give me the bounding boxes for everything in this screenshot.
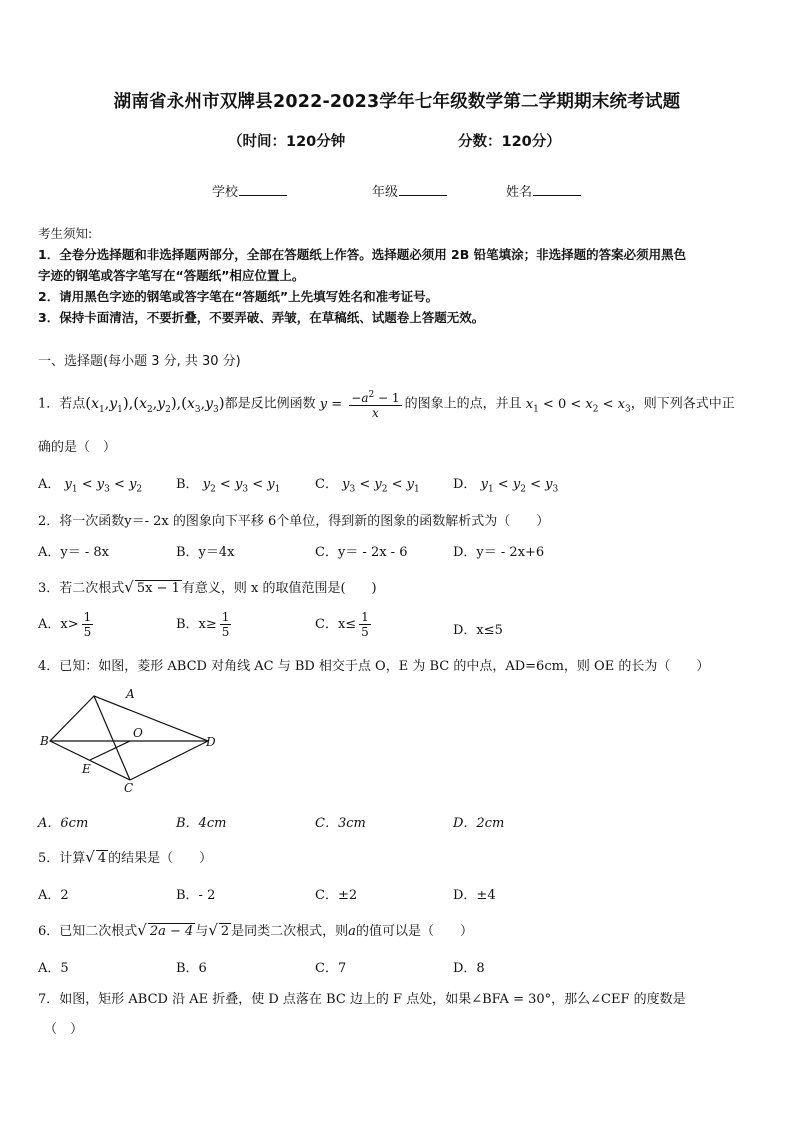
rhombus-figure <box>36 684 236 798</box>
notice-item-2: 2．请用黑色字迹的钢笔或答字笔在“答题纸”上先填写姓名和准考证号。 <box>38 289 439 304</box>
q3-option-a[interactable]: A．x> $\frac{1}{5}$ <box>38 610 92 639</box>
q1-prefix: 1．若点 <box>38 396 86 412</box>
name-field[interactable] <box>506 181 581 200</box>
q4-option-d[interactable]: D．2cm <box>453 816 505 831</box>
q1-option-d[interactable]: D． $y_1 < y_2 < y_3$ <box>453 477 559 495</box>
q7-line2: （ ） <box>44 1022 84 1037</box>
q1-points: $(x_1,y_1),(x_2,y_2),(x_3,y_3)$ <box>85 393 225 415</box>
q3-option-c[interactable]: C．x≤ $\frac{1}{5}$ <box>315 610 369 639</box>
q1-option-c[interactable]: C． $y_3 < y_2 < y_1$ <box>315 477 420 495</box>
q6-option-b[interactable]: B．6 <box>176 961 207 976</box>
section-heading: 一、选择题(每小题 3 分, 共 30 分) <box>38 354 241 369</box>
q1-mid: 都是反比例函数 <box>224 396 316 412</box>
label-e: E <box>82 762 91 776</box>
q6-radicand-1: 2a − 4 <box>149 924 194 939</box>
q5-option-c[interactable]: C．±2 <box>315 888 358 903</box>
q4-option-b[interactable]: B．4cm <box>176 816 227 831</box>
label-c: C <box>124 781 134 795</box>
rhombus-outline <box>50 696 208 780</box>
q5-radicand: 4 <box>97 851 107 866</box>
q6-suffix: 是同类二次根式，则 <box>231 924 349 939</box>
q6-option-c[interactable]: C．7 <box>315 961 347 976</box>
grade-label: 年级 <box>372 185 399 200</box>
question-6: 6．已知二次根式√ 2a − 4 与√ 2 是同类二次根式，则a的值可以是（ ） <box>38 921 473 939</box>
notice-heading: 考生须知: <box>38 226 93 241</box>
school-label: 学校 <box>212 185 239 200</box>
label-d: D <box>206 735 216 749</box>
exam-time: （时间：120分钟 <box>228 134 346 150</box>
q2-option-d[interactable]: D．y＝ - 2x+6 <box>453 545 545 560</box>
q1-line2: 确的是（ ） <box>38 440 117 455</box>
q1-condition: $x_1 < 0 < x_2 < x_3$ <box>525 396 631 415</box>
q3-radicand: 5x − 1 <box>136 581 180 596</box>
q1-after: 的图象上的点，并且 <box>404 396 522 412</box>
grade-field[interactable] <box>372 181 447 200</box>
q6-option-a[interactable]: A．5 <box>38 961 69 976</box>
question-2: 2．将一次函数y＝- 2x 的图象向下平移 6个单位，得到新的图象的函数解析式为（ ） <box>38 514 550 529</box>
notice-item-1: 1．全卷分选择题和非选择题两部分，全部在答题纸上作答。选择题必须用 2B 铅笔填涂；非选择题的答案必须用黑色 <box>38 247 687 262</box>
notice-item-1b: 字迹的钢笔或答字笔写在“答题纸”相应位置上。 <box>38 268 305 283</box>
question-7: 7．如图，矩形 ABCD 沿 AE 折叠，使 D 点落在 BC 边上的 F 点处，如果∠BFA = 30°，那么∠CEF 的度数是 <box>38 992 686 1007</box>
exam-score: 分数：120分） <box>458 134 561 150</box>
q1-option-b[interactable]: B． $y_2 < y_3 < y_1$ <box>176 477 281 495</box>
q6-prefix: 6．已知二次根式 <box>38 924 138 939</box>
q1-option-a[interactable]: A． $y_1 < y_3 < y_2$ <box>38 477 143 495</box>
q6-variable: a <box>348 924 356 939</box>
question-4: 4．已知：如图，菱形 ABCD 对角线 AC 与 BD 相交于点 O，E 为 BC 的中点，AD=6cm，则 OE 的长为（ ） <box>38 659 710 674</box>
q3-prefix: 3．若二次根式 <box>38 581 125 596</box>
q5-option-b[interactable]: B．- 2 <box>176 888 216 903</box>
q6-suffix-2: 的值可以是（ ） <box>355 924 473 939</box>
notice-item-3: 3．保持卡面清洁，不要折叠，不要弄破、弄皱，在草稿纸、试题卷上答题无效。 <box>38 310 485 325</box>
q4-option-a[interactable]: A．6cm <box>38 816 89 831</box>
q2-option-a[interactable]: A．y＝ - 8x <box>38 545 109 560</box>
q3-suffix: 有意义，则 x 的取值范围是( ) <box>181 581 377 596</box>
q6-radicand-2: 2 <box>220 924 230 939</box>
label-o: O <box>133 726 143 740</box>
q1-function: y = $\frac{-a^2 - 1}{x}$ <box>319 390 400 420</box>
q5-option-d[interactable]: D．±4 <box>453 888 496 903</box>
q3-option-b[interactable]: B．x≥ $\frac{1}{5}$ <box>176 610 230 639</box>
q6-option-d[interactable]: D．8 <box>453 961 485 976</box>
q2-option-b[interactable]: B．y＝4x <box>176 545 235 560</box>
exam-title: 湖南省永州市双牌县2022-2023学年七年级数学第二学期期末统考试题 <box>113 92 681 112</box>
question-1 <box>38 388 735 420</box>
question-3: 3．若二次根式√ 5x − 1 有意义，则 x 的取值范围是( ) <box>38 578 377 596</box>
q2-option-c[interactable]: C．y＝ - 2x - 6 <box>315 545 408 560</box>
q4-option-c[interactable]: C．3cm <box>315 816 366 831</box>
label-a: A <box>126 687 135 701</box>
q5-option-a[interactable]: A．2 <box>38 888 69 903</box>
label-b: B <box>40 734 49 748</box>
school-field[interactable] <box>212 181 287 200</box>
q5-suffix: 的结果是（ ） <box>108 851 213 866</box>
name-label: 姓名 <box>506 185 533 200</box>
q5-prefix: 5．计算 <box>38 851 86 866</box>
q6-mid: 与 <box>195 924 209 939</box>
segment-oe <box>90 741 130 760</box>
question-5: 5．计算√ 4 的结果是（ ） <box>38 848 213 866</box>
q1-after2: ，则下列各式中正 <box>630 396 735 412</box>
q3-option-d[interactable]: D．x≤5 <box>453 623 503 638</box>
